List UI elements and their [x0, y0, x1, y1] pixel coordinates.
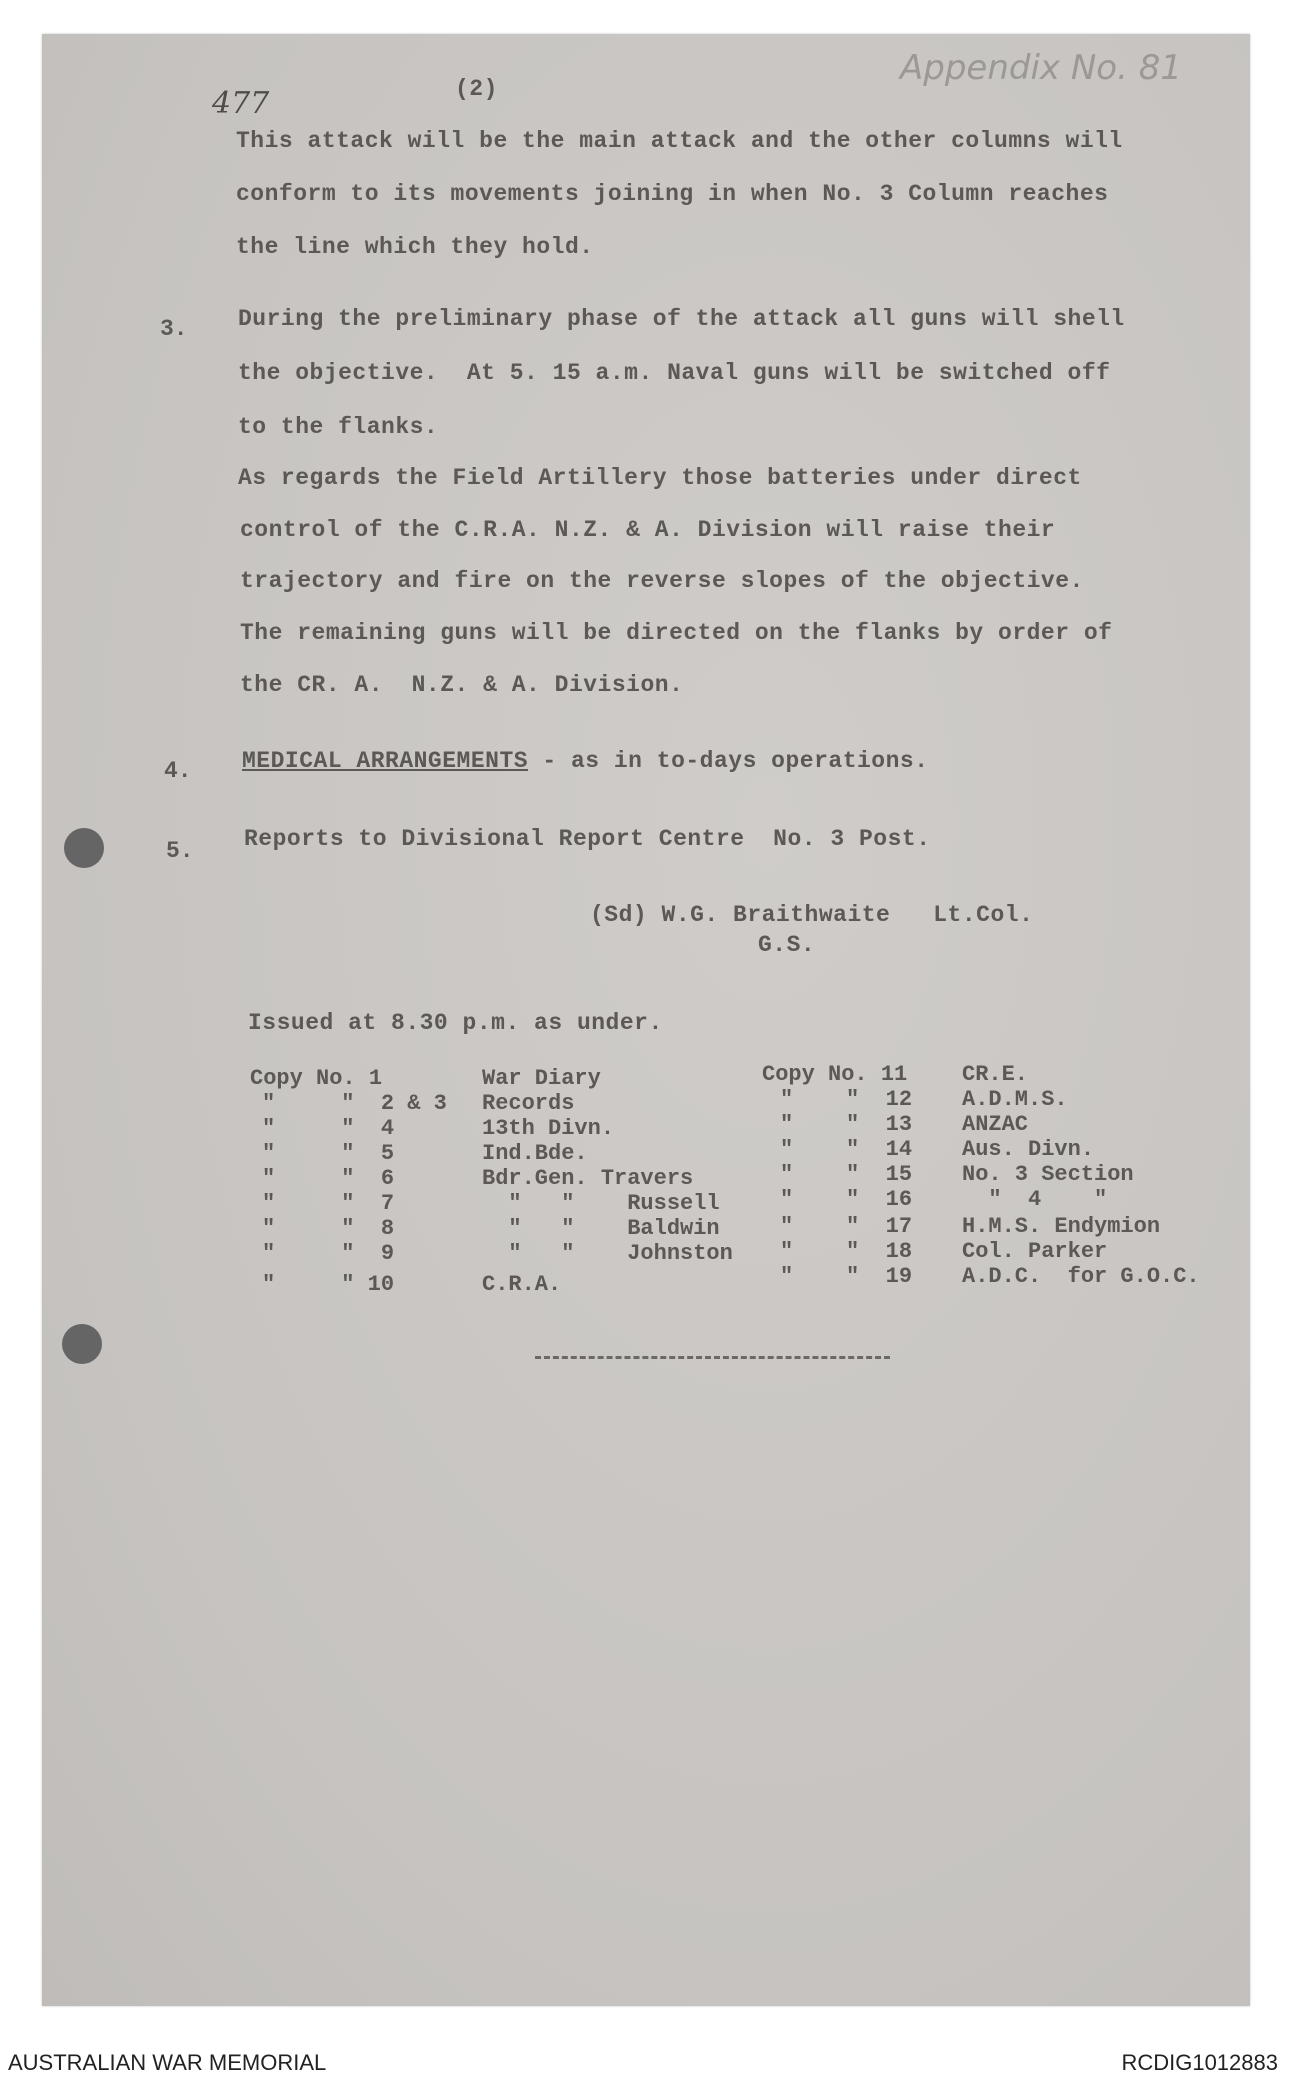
- list-item: [482, 1191, 720, 1216]
- copy-destination: Aus. Divn.: [962, 1137, 1095, 1162]
- copy-number: " " 10: [262, 1272, 395, 1297]
- list-item: [482, 1166, 693, 1191]
- list-item: [262, 1091, 447, 1116]
- medical-arrangements-heading: MEDICAL ARRANGEMENTS: [242, 748, 529, 774]
- copy-destination: CR.E.: [962, 1062, 1029, 1087]
- para-3-line-2: the objective. At 5. 15 a.m. Naval guns will be switched off: [238, 360, 1111, 386]
- list-item: [262, 1272, 394, 1297]
- para-3-line-8: the CR. A. N.Z. & A. Division.: [240, 672, 684, 698]
- copy-number: " " 12: [780, 1087, 913, 1112]
- list-item: [482, 1091, 574, 1116]
- footer-item-id: RCDIG1012883: [1121, 2050, 1278, 2075]
- copy-destination: " " Baldwin: [482, 1216, 720, 1241]
- end-rule: [535, 1356, 890, 1359]
- copy-number: " " 18: [780, 1239, 913, 1264]
- list-item: [780, 1087, 912, 1112]
- copy-number: " " 6: [262, 1166, 395, 1191]
- copy-number: " " 13: [780, 1112, 913, 1137]
- copy-number: " " 15: [780, 1162, 913, 1187]
- copy-number: " " 7: [262, 1191, 395, 1216]
- signature-line: (Sd) W.G. Braithwaite Lt.Col.: [590, 902, 1034, 928]
- para-3-line-1: During the preliminary phase of the attack all guns will shell: [238, 306, 1125, 332]
- list-item: [780, 1137, 912, 1162]
- copy-number: " " 4: [262, 1116, 395, 1141]
- list-item: [780, 1264, 912, 1289]
- list-item: [262, 1241, 394, 1266]
- footer-institution: AUSTRALIAN WAR MEMORIAL: [8, 2050, 327, 2075]
- para-4-number: 4.: [164, 758, 192, 784]
- list-item: [262, 1116, 394, 1141]
- list-item: [962, 1087, 1068, 1112]
- list-item: [482, 1216, 720, 1241]
- list-item: [962, 1214, 1160, 1239]
- para-3-line-3: to the flanks.: [238, 414, 439, 440]
- copy-destination: " " Russell: [482, 1191, 720, 1216]
- para-3-line-5: control of the C.R.A. N.Z. & A. Division will raise their: [240, 517, 1056, 543]
- copy-destination: 13th Divn.: [482, 1116, 615, 1141]
- list-item: [962, 1162, 1134, 1187]
- appendix-stamp: Appendix No. 81: [900, 48, 1182, 88]
- list-item: [262, 1216, 394, 1241]
- signature-appointment: G.S.: [758, 932, 816, 958]
- list-item: [482, 1116, 614, 1141]
- handwritten-folio-number: 477: [212, 86, 270, 121]
- list-item: [962, 1187, 1107, 1212]
- intro-line-2: conform to its movements joining in when No. 3 Column reaches: [236, 181, 1109, 207]
- para-5-number: 5.: [166, 838, 194, 864]
- list-item: [482, 1141, 588, 1166]
- list-item: [482, 1066, 601, 1091]
- list-item: [962, 1264, 1200, 1289]
- list-item: [250, 1066, 382, 1091]
- copy-destination: Ind.Bde.: [482, 1141, 588, 1166]
- para-4-line: [242, 748, 929, 774]
- copy-destination: War Diary: [482, 1066, 601, 1091]
- copy-number: " " 17: [780, 1214, 913, 1239]
- copy-number: " " 8: [262, 1216, 395, 1241]
- copy-number: " " 16: [780, 1187, 913, 1212]
- list-item: [762, 1062, 907, 1087]
- copy-destination: C.R.A.: [482, 1272, 562, 1297]
- copy-destination: Bdr.Gen. Travers: [482, 1166, 694, 1191]
- para-5-line: Reports to Divisional Report Centre No. 3 Post.: [244, 826, 931, 852]
- list-item: [262, 1141, 394, 1166]
- list-item: [780, 1112, 912, 1137]
- para-3-line-4: As regards the Field Artillery those batteries under direct: [238, 465, 1082, 491]
- copy-number: Copy No. 1: [250, 1066, 383, 1091]
- list-item: [962, 1112, 1028, 1137]
- para-3-line-7: The remaining guns will be directed on the flanks by order of: [240, 620, 1113, 646]
- copy-destination: Col. Parker: [962, 1239, 1108, 1264]
- list-item: [262, 1191, 394, 1216]
- copy-destination: H.M.S. Endymion: [962, 1214, 1161, 1239]
- copy-destination: " " Johnston: [482, 1241, 733, 1266]
- copy-destination: ANZAC: [962, 1112, 1029, 1137]
- list-item: [780, 1239, 912, 1264]
- copy-destination: A.D.C. for G.O.C.: [962, 1264, 1200, 1289]
- copy-number: " " 14: [780, 1137, 913, 1162]
- list-item: [780, 1162, 912, 1187]
- copy-number: " " 2 & 3: [262, 1091, 447, 1116]
- copy-number: Copy No. 11: [762, 1062, 908, 1087]
- list-item: [482, 1241, 733, 1266]
- issued-line: Issued at 8.30 p.m. as under.: [248, 1010, 663, 1036]
- copy-destination: " 4 ": [962, 1187, 1108, 1212]
- punch-hole-top: [64, 828, 104, 868]
- para-3-line-6: trajectory and fire on the reverse slopes of the objective.: [240, 568, 1084, 594]
- list-item: [962, 1239, 1107, 1264]
- para-3-number: 3.: [160, 316, 188, 342]
- medical-arrangements-text: - as in to-days operations.: [528, 748, 929, 774]
- list-item: [262, 1166, 394, 1191]
- list-item: [780, 1187, 912, 1212]
- copy-number: " " 19: [780, 1264, 913, 1289]
- intro-line-3: the line which they hold.: [236, 234, 594, 260]
- list-item: [962, 1137, 1094, 1162]
- punch-hole-bottom: [62, 1324, 102, 1364]
- list-item: [962, 1062, 1028, 1087]
- list-item: [482, 1272, 561, 1297]
- list-item: [780, 1214, 912, 1239]
- copy-number: " " 5: [262, 1141, 395, 1166]
- intro-line-1: This attack will be the main attack and the other columns will: [236, 128, 1123, 154]
- copy-number: " " 9: [262, 1241, 395, 1266]
- copy-destination: Records: [482, 1091, 575, 1116]
- copy-destination: A.D.M.S.: [962, 1087, 1068, 1112]
- copy-destination: No. 3 Section: [962, 1162, 1134, 1187]
- page-number: (2): [455, 76, 498, 102]
